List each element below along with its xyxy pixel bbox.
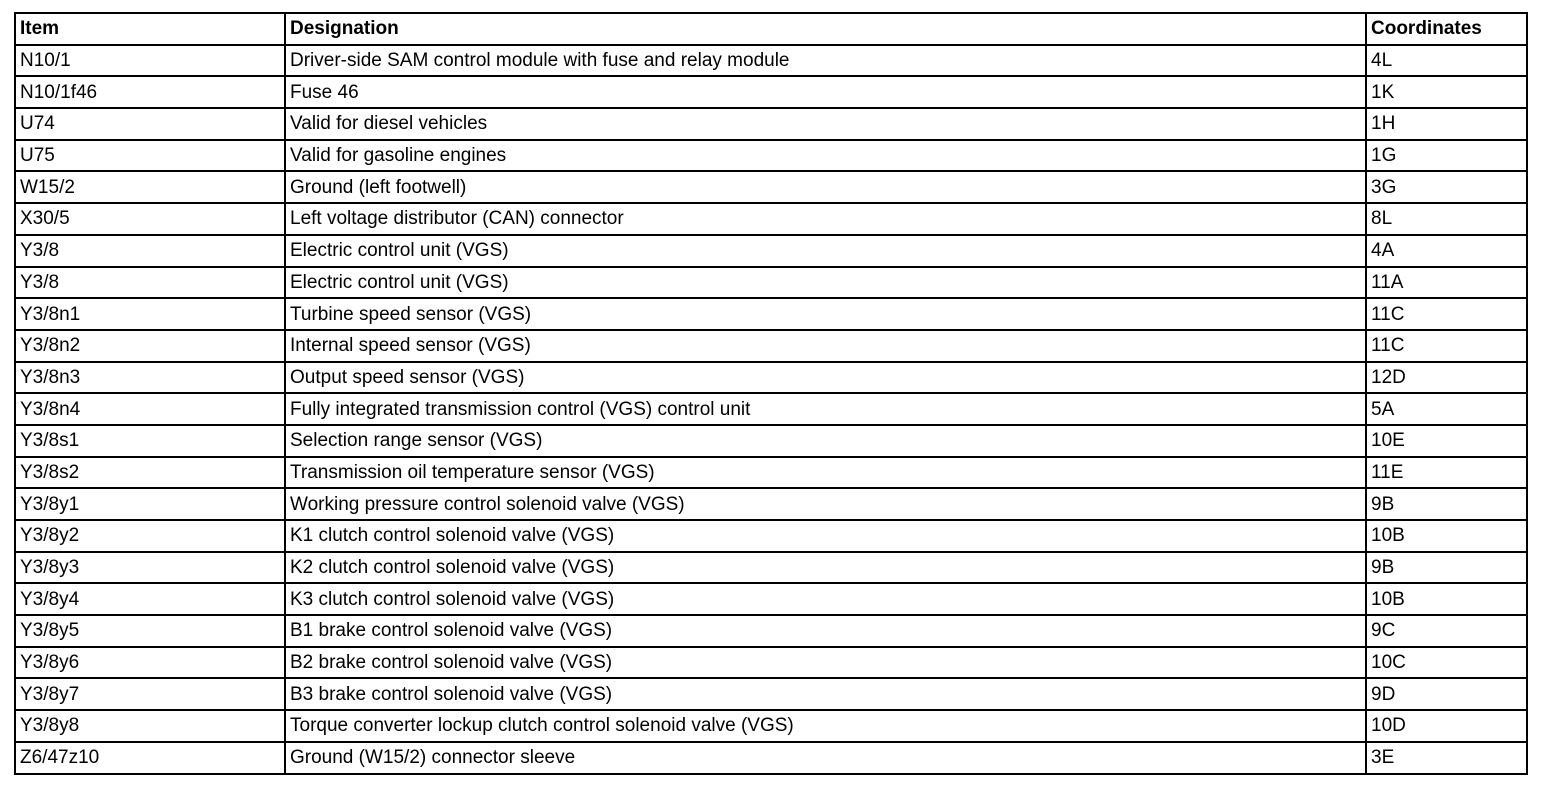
cell-item: U74 <box>15 108 285 140</box>
table-row <box>15 171 1527 203</box>
cell-coordinates: 10E <box>1366 425 1527 457</box>
cell-coordinates: 8L <box>1366 203 1527 235</box>
cell-item: Y3/8 <box>15 235 285 267</box>
component-table-container <box>14 12 1528 775</box>
table-row <box>15 710 1527 742</box>
cell-item: Y3/8y8 <box>15 710 285 742</box>
cell-designation: Selection range sensor (VGS) <box>285 425 1366 457</box>
table-row <box>15 583 1527 615</box>
cell-designation: Fuse 46 <box>285 76 1366 108</box>
cell-designation: Working pressure control solenoid valve (VGS) <box>285 488 1366 520</box>
table-row <box>15 457 1527 489</box>
cell-designation: Valid for diesel vehicles <box>285 108 1366 140</box>
cell-item: W15/2 <box>15 171 285 203</box>
table-row <box>15 742 1527 774</box>
table-row <box>15 140 1527 172</box>
header-item: Item <box>15 13 285 45</box>
table-row <box>15 267 1527 299</box>
cell-coordinates: 9D <box>1366 678 1527 710</box>
cell-coordinates: 10D <box>1366 710 1527 742</box>
cell-coordinates: 9C <box>1366 615 1527 647</box>
cell-coordinates: 5A <box>1366 393 1527 425</box>
cell-item: Y3/8n3 <box>15 362 285 394</box>
table-row <box>15 362 1527 394</box>
cell-coordinates: 10C <box>1366 647 1527 679</box>
cell-item: Y3/8n4 <box>15 393 285 425</box>
table-body <box>15 45 1527 774</box>
component-legend-table <box>14 12 1528 775</box>
cell-designation: Ground (W15/2) connector sleeve <box>285 742 1366 774</box>
table-row <box>15 203 1527 235</box>
cell-coordinates: 1G <box>1366 140 1527 172</box>
table-row <box>15 298 1527 330</box>
cell-designation: Torque converter lockup clutch control solenoid valve (VGS) <box>285 710 1366 742</box>
cell-designation: B2 brake control solenoid valve (VGS) <box>285 647 1366 679</box>
cell-coordinates: 1K <box>1366 76 1527 108</box>
cell-designation: Transmission oil temperature sensor (VGS) <box>285 457 1366 489</box>
cell-item: Y3/8y5 <box>15 615 285 647</box>
table-row <box>15 235 1527 267</box>
table-row <box>15 330 1527 362</box>
table-row <box>15 108 1527 140</box>
cell-item: U75 <box>15 140 285 172</box>
cell-coordinates: 11A <box>1366 267 1527 299</box>
cell-item: Y3/8s2 <box>15 457 285 489</box>
cell-coordinates: 11C <box>1366 330 1527 362</box>
cell-coordinates: 3E <box>1366 742 1527 774</box>
cell-item: Y3/8y6 <box>15 647 285 679</box>
cell-item: X30/5 <box>15 203 285 235</box>
cell-coordinates: 9B <box>1366 488 1527 520</box>
cell-coordinates: 9B <box>1366 552 1527 584</box>
cell-coordinates: 10B <box>1366 583 1527 615</box>
cell-coordinates: 3G <box>1366 171 1527 203</box>
table-row <box>15 393 1527 425</box>
header-designation: Designation <box>285 13 1366 45</box>
cell-designation: Fully integrated transmission control (VGS) control unit <box>285 393 1366 425</box>
cell-item: Y3/8n2 <box>15 330 285 362</box>
cell-item: Y3/8s1 <box>15 425 285 457</box>
cell-designation: B1 brake control solenoid valve (VGS) <box>285 615 1366 647</box>
table-row <box>15 425 1527 457</box>
table-row <box>15 615 1527 647</box>
cell-designation: K2 clutch control solenoid valve (VGS) <box>285 552 1366 584</box>
cell-designation: Left voltage distributor (CAN) connector <box>285 203 1366 235</box>
cell-item: N10/1f46 <box>15 76 285 108</box>
cell-item: Y3/8y7 <box>15 678 285 710</box>
cell-coordinates: 11E <box>1366 457 1527 489</box>
table-row <box>15 520 1527 552</box>
cell-coordinates: 1H <box>1366 108 1527 140</box>
table-header <box>15 13 1527 45</box>
cell-coordinates: 4A <box>1366 235 1527 267</box>
cell-designation: Valid for gasoline engines <box>285 140 1366 172</box>
cell-item: Y3/8y4 <box>15 583 285 615</box>
cell-designation: Electric control unit (VGS) <box>285 235 1366 267</box>
cell-item: Z6/47z10 <box>15 742 285 774</box>
cell-designation: Electric control unit (VGS) <box>285 267 1366 299</box>
cell-coordinates: 4L <box>1366 45 1527 77</box>
cell-item: N10/1 <box>15 45 285 77</box>
cell-item: Y3/8y1 <box>15 488 285 520</box>
cell-designation: Ground (left footwell) <box>285 171 1366 203</box>
cell-designation: Turbine speed sensor (VGS) <box>285 298 1366 330</box>
cell-coordinates: 12D <box>1366 362 1527 394</box>
header-coordinates: Coordinates <box>1366 13 1527 45</box>
table-row <box>15 488 1527 520</box>
table-row <box>15 76 1527 108</box>
table-row <box>15 647 1527 679</box>
cell-coordinates: 11C <box>1366 298 1527 330</box>
cell-item: Y3/8y2 <box>15 520 285 552</box>
cell-designation: Internal speed sensor (VGS) <box>285 330 1366 362</box>
table-row <box>15 45 1527 77</box>
cell-item: Y3/8 <box>15 267 285 299</box>
table-row <box>15 678 1527 710</box>
cell-item: Y3/8y3 <box>15 552 285 584</box>
cell-designation: Driver-side SAM control module with fuse and relay module <box>285 45 1366 77</box>
cell-designation: B3 brake control solenoid valve (VGS) <box>285 678 1366 710</box>
table-row <box>15 552 1527 584</box>
cell-designation: K3 clutch control solenoid valve (VGS) <box>285 583 1366 615</box>
cell-designation: Output speed sensor (VGS) <box>285 362 1366 394</box>
cell-designation: K1 clutch control solenoid valve (VGS) <box>285 520 1366 552</box>
cell-coordinates: 10B <box>1366 520 1527 552</box>
header-row <box>15 13 1527 45</box>
cell-item: Y3/8n1 <box>15 298 285 330</box>
